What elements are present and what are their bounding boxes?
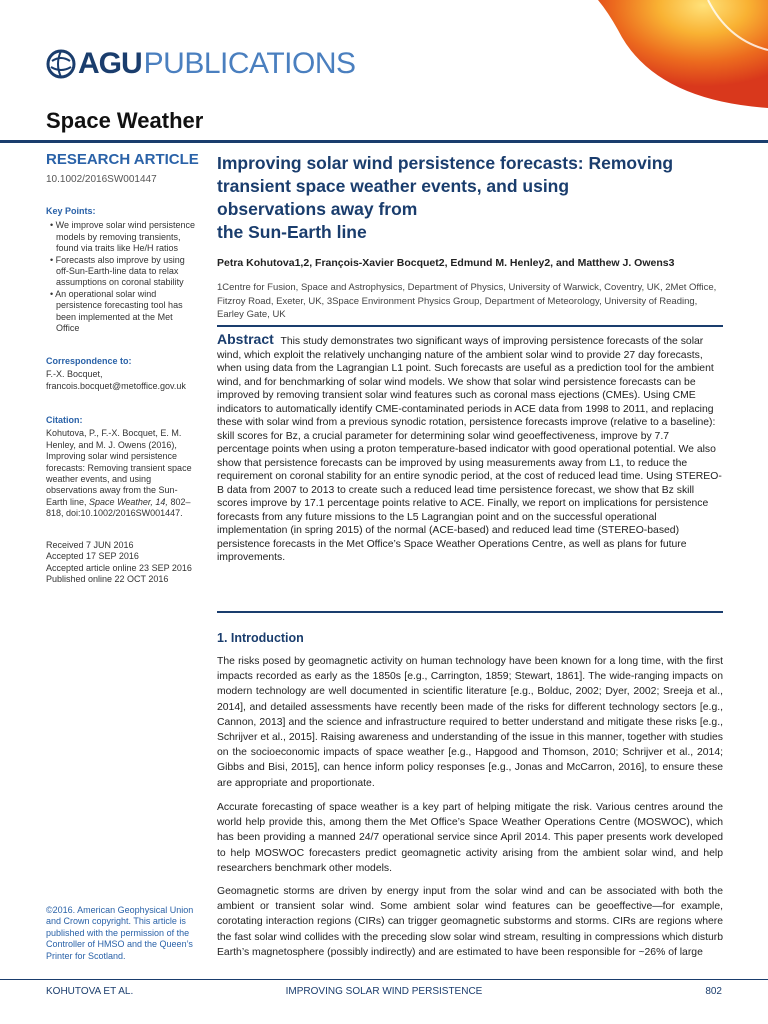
correspondence-email[interactable]: francois.bocquet@metoffice.gov.uk	[46, 380, 186, 391]
abstract-label: Abstract	[217, 331, 274, 347]
correspondence	[46, 356, 196, 392]
citation-pages: 802–818, doi:10.1002/2016SW001447.	[46, 496, 191, 519]
abstract-text: This study demonstrates two significant ways of improving persistence forecasts of the solar wind, which exploit the relatively unchanging nature of the ambient solar wind to provide 27 day forecasts, when using data from the Lagrangian L1 point. Such forecasts are useful as a prediction tool for the ambient wind, and for benchmarking of solar wind models. We show that solar wind persistence forecasts can be improved by removing transient solar wind features such as coronal mass ejections (CMEs). Using CME indicators to automatically identify CME-contaminated periods in ACE data from 1998 to 2011, and replacing these with solar wind from a previous synodic rotation, persistence forecasts improve (relative to a baseline): skill scores for Bz, a crucial parameter for determining solar wind geoeffectiveness, improve by 7.7 percentage points when using a proton temperature-based indicator with good operational potential. We also show that persistence forecasts can be improved by using measurements away from L1, to reduce the requirement on coronal stability for an entire synodic period, at the cost of reduced lead time. Using STEREO-B data from 2007 to 2013 to create such a reduced lead time persistence forecast, we show that Bz skill scores improve by 17.1 percentage points relative to ACE. Finally, we report on implications for persistence forecasts from any future missions to the L5 Lagrangian point and on the successful operational implementation (in spring 2015) of the normal (ACE-based) and reduced lead time (STEREO-based) persistence forecasts in the Met Office’s Space Weather Operations Centre, as well as plans for future improvements.	[217, 336, 722, 563]
agu-globe-icon	[46, 49, 76, 79]
paragraph: Accurate forecasting of space weather is a key part of helping mitigate the risk. Various centres around the world help provide this, among them the Met Office’s Space Weather Operations Centre (MOSWOC), which has been providing a manned 24/7 operational service since April 2014. This paper presents work developed to help MOSWOC forecasters predict geomagnetic activity arising from the ambient solar wind, and help researchers benchmark other models.	[217, 802, 723, 874]
key-points-heading: Key Points:	[46, 206, 96, 216]
date-accepted: Accepted 17 SEP 2016	[46, 551, 139, 562]
title-line: Improving solar wind persistence forecasts: Removing	[217, 153, 674, 173]
citation-journal: Space Weather, 14,	[89, 496, 168, 507]
abstract-block	[217, 333, 723, 565]
abstract-bottom-rule	[217, 611, 723, 613]
citation	[46, 415, 196, 520]
key-point: • Forecasts also improve by using off-Sun-Earth-line data to relax assumptions on coronal stability	[46, 255, 196, 289]
abstract-top-rule	[217, 325, 723, 327]
author-list: Petra Kohutova1,2, François-Xavier Bocquet2, Edmund M. Henley2, and Matthew J. Owens3	[217, 257, 675, 269]
agu-publications-logo	[46, 47, 356, 81]
footer-divider	[0, 979, 768, 980]
correspondence-heading: Correspondence to:	[46, 356, 132, 366]
key-point: • An operational solar wind persistence forecasting tool has been implemented at the Met Office	[46, 289, 196, 335]
date-accepted-online: Accepted article online 23 SEP 2016	[46, 562, 192, 573]
correspondence-name: F.-X. Bocquet,	[46, 369, 103, 380]
footer-running-title: IMPROVING SOLAR WIND PERSISTENCE	[285, 986, 483, 997]
copyright-notice: ©2016. American Geophysical Union and Crown copyright. This article is published with the permission of the Controller of HMSO and the Queen’s Printer for Scotland.	[46, 905, 194, 961]
paragraph: The risks posed by geomagnetic activity on human technology have been known for a long time, with the first impacts recorded as early as the 1850s [e.g., Carrington, 1859; Stewart, 1861]. The wide-ranging impacts on modern technology are well documented in scientific literature [e.g., Bolduc, 2002; Dyer, 2002; Sreeja et al., 2014], and detailed assessments have recently been made of the risks for different technology sectors [e.g., Cannon, 2013] and the science and infrastructure required to better understand and mitigate these risks [e.g., Schrijver et al., 2015]. Raising awareness and understanding of the issue in this manner, together with studies on the socioeconomic impacts of space weather [e.g., Hapgood and Thomson, 2010; Schrijver et al., 2014; Gibbs and Bisi, 2015], can hence inform policy responses [e.g., Jonas and McCarron, 2016], to ensure these are appropriate and proportionate.	[217, 656, 723, 789]
affiliations: 1Centre for Fusion, Space and Astrophysics, Department of Physics, University of Warwick, Coventry, UK, 2Met Office, Fitzroy Road, Exeter, UK, 3Space Environment Physics Group, Department of Meteorology, University of Reading, Earley Gate, UK	[217, 282, 717, 320]
citation-text: Kohutova, P., F.-X. Bocquet, E. M. Henley, and M. J. Owens (2016), Improving solar wind persistence forecasts: Removing transient space weather events, and using observations away from the Sun-Earth line,	[46, 428, 192, 507]
citation-body	[46, 428, 196, 519]
logo-publications-text: PUBLICATIONS	[143, 47, 356, 80]
date-received: Received 7 JUN 2016	[46, 540, 134, 550]
section-heading-introduction: 1. Introduction	[217, 631, 304, 645]
title-line: transient space weather events, and using	[217, 176, 570, 196]
article-type: RESEARCH ARTICLE	[46, 151, 199, 168]
sun-graphic	[598, 0, 768, 108]
date-published: Published online 22 OCT 2016	[46, 574, 169, 585]
key-point: • We improve solar wind persistence models by removing transients, found via traits like He/H ratios	[46, 220, 196, 254]
article-dates	[46, 540, 206, 586]
footer-authors: KOHUTOVA ET AL.	[46, 986, 134, 997]
citation-heading: Citation:	[46, 415, 83, 425]
doi: 10.1002/2016SW001447	[46, 174, 157, 185]
title-line: observations away from	[217, 199, 418, 219]
key-points	[46, 206, 196, 334]
page-number: 802	[705, 986, 722, 997]
article-title	[217, 152, 687, 244]
header-divider	[0, 140, 768, 143]
title-line: the Sun-Earth line	[217, 222, 367, 242]
paragraph: Geomagnetic storms are driven by energy input from the solar wind and can be associated with both the ambient or transient solar wind. Some ambient solar wind features can be geoeffective—for example, corotating interaction regions (CIRs) can trigger geomagnetic substorms and storms. CIRs are regions where the fast solar wind collides with the preceding slow solar wind stream, resulting in compressions which disturb Earth’s magnetosphere (possibly indirectly) and are estimated to have been responsible for ~26% of large	[217, 886, 723, 958]
journal-title: Space Weather	[46, 108, 204, 133]
logo-agu-text: AGU	[78, 47, 142, 80]
